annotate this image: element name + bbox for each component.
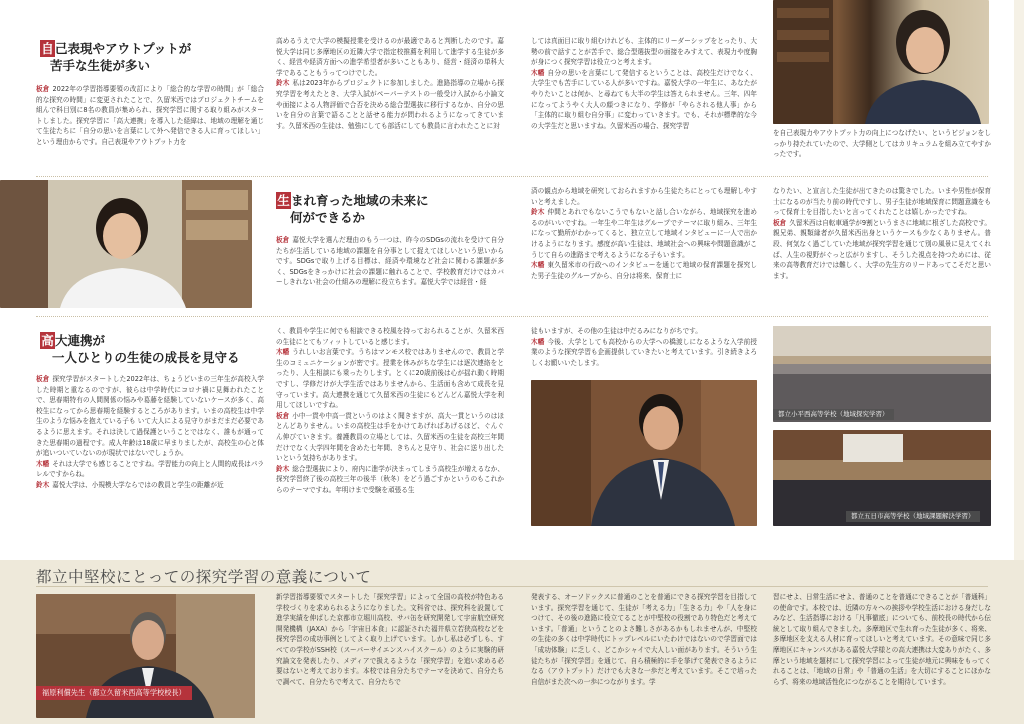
paragraph [36, 374, 264, 459]
section2-column-3 [773, 186, 991, 308]
paragraph [36, 84, 264, 148]
paragraph-text: 自分の思いを言葉にして発信するということは、高校生だけでなく、大学生でも苦手にしている人が多いですね。嘉悦大学の一年生に、あなたがやりたいことは何か、と尋ねても大半の学生は答えられません。三年、四年になってようやく大人の顔つきになり、学修が「やらされる他人事」から「主体的に取り組む自分事」に変わっていきます。でも、それが標準的な今の大学生だと思いますね。久留米西の場合、探究学習 [531, 68, 757, 130]
section1-dropcap: 自 [41, 41, 54, 56]
section2-dropcap: 生 [277, 193, 290, 208]
paragraph-text: 嘉悦大学を選んだ理由のもう一つは、昨今のSDGsの流れを受けて自分たちが生活している地域の課題を自分事として捉えてほしいという思いからです。SDGsで取り上げる目標は、経済や環境など社会に関わる課題が多く、SDGsをきっかけに社会の課題に触れることで、学校教育だけではカバーしきれない社会の仕組みの理解に役立ちます。嘉悦大学では経営・経 [276, 236, 504, 287]
paragraph-text: を自己表現力やアウトプット力の向上につなげたい、というビジョンをしっかり持たれていたので、大学側としてはカリキュラムを組み立てやすかったです。 [773, 129, 991, 159]
paragraph [531, 337, 757, 369]
paragraph [773, 128, 991, 160]
interviewee-photo-man [531, 380, 757, 526]
speaker-name: 木幡 [276, 348, 290, 357]
paragraph [276, 464, 504, 496]
section2-title-line2: 何ができるか [290, 210, 366, 225]
speaker-name: 板倉 [276, 236, 290, 244]
bottom-column-1 [276, 592, 504, 720]
paragraph [531, 326, 757, 337]
paragraph [36, 459, 264, 480]
paragraph-text: 東久留米市の行政へのインタビューを通じて地域の保育課題を探究した男子生徒のグループから、自分は将来、保育士に [531, 261, 757, 280]
paragraph-text: 総合型選抜により、府内に進学が決まってしまう高校生が増えるなか、探究学習終了後の高校三年の後半（秋冬）をどう過ごすかというのもこれからのテーマですね。年明けまで受験を頑張る生 [276, 464, 504, 494]
section2-title-line1: まれ育った地域の未来に [291, 193, 429, 208]
hall-photo-1-caption: 都立小平西高等学校（地域探究学習） [773, 409, 894, 420]
paragraph-text: 2022年の学習指導要領の改訂により「総合的な学習の時間」が「総合的な探究の時間」に変更されたことで、久留米西ではプロジェクトチームを組んで科目別に8名の教員が集められ、探究学習に関する取り組みがスタートしました。探究学習に「高大連携」を導入した経緯は、地域の理解を通じて生徒たちに「自分の思いを言葉にして外へ発信できる人に育ってほしい」という理由からです。自己表現やアウトプット力を [36, 85, 264, 146]
portrait-illustration [531, 380, 757, 526]
paragraph-text: うれしいお言葉です。うちはマンモス校ではありませんので、教員と学生のコミュニケーションが密です。授業を休みがちな学生には逐次連絡をとったり、人生相談にも乗ったりします。とくに20歳前後は心が揺れ動く時期ですし、学修だけが大学生活ではありませんから、生活面も含めて成長を見守っています。高大連携を通じて久留米西の生徒にもどんどん嘉悦大学を利用してほしいですね。 [276, 348, 504, 410]
paragraph [276, 347, 504, 411]
section3-dropcap: 高 [41, 333, 54, 348]
paragraph-text: それは大学でも感じることですね。学習能力の向上と人間的成長はパラレルですからね。 [36, 459, 264, 479]
speaker-name: 板倉 [36, 375, 50, 383]
section1-column-1 [36, 84, 264, 168]
speaker-name: 鈴木 [531, 208, 545, 217]
paragraph [276, 235, 504, 288]
section2-column-1 [276, 235, 504, 307]
hall-illustration [773, 326, 991, 422]
section1-column-3 [531, 36, 757, 168]
paragraph-text: 仲間とあれでもないこうでもないと話し合いながら、地域探究を進めるのがいいですね。一年生や二年生はグループでテーマに取り組み、三年生になって勤所がわかってくると、独立立して地域インタビューに一人で出かけるようになります。感度が高い生徒は、地域社会への興味や問題意識がこうじて自らの進路まで考えるようになる子もいます。 [531, 208, 757, 259]
interviewee-photo-woman-2 [0, 180, 252, 308]
paragraph-text: 徒もいますが、その他の生徒は中だるみになりがちです。 [531, 327, 702, 335]
portrait-illustration [773, 0, 989, 124]
bottom-section-title: 都立中堅校にとっての探究学習の意義について [36, 568, 372, 586]
paragraph [36, 480, 264, 491]
paragraph-text: 小中一貫や中高一貫というのはよく聞きますが、高大一貫というのはほとんどありません。いまの高校生は手をかけてあげればあげるほど、ぐんぐん伸びていきます。養護教員の立場としては、久留米西の生徒を高校三年間だけでなく大学四年間を含めた七年間、きちんと見守り、社会に送り出したいという気持ちがあります。 [276, 411, 504, 463]
interviewee-photo-woman [773, 0, 989, 124]
bottom-column-2 [531, 592, 757, 720]
speaker-name: 板倉 [276, 411, 290, 420]
paragraph [276, 36, 504, 78]
portrait-illustration [0, 180, 252, 308]
speaker-name: 板倉 [36, 85, 50, 93]
paragraph-text: く、教員や学生に何でも相談できる校風を持っておられることが、久留米西の生徒にとてもフィットしていると感じます。 [276, 327, 504, 346]
speaker-name: 木幡 [531, 68, 545, 77]
bottom-column-3 [773, 592, 991, 720]
section2-heading [276, 192, 429, 226]
paragraph-text: 発表する、オーソドックスに普通のことを普通にできる探究学習を目指しています。探究学習を通じて、生徒が「考える力」「生きる力」や「人を身につけて、その後の進路に役立てることが中堅校の役割であり特色だと考えています。「普通」ということのよさ難しさがあるかもしれませんが、中堅校の生徒の多くは中学時代にトップレベルにいたわけではないので学習面では「成功体験」に乏しく、どこかシャイで大人しい面があります。そういう生徒たちが「探究学習」を通じて、自ら積極的に手を挙げて発表できるようになる（アウトプット）だけでも大きな一歩だと考えています。そこで培った自信がまた次への一歩につながります。学 [531, 593, 757, 686]
section3-column-3 [531, 326, 757, 372]
section1-heading [40, 40, 191, 74]
speaker-name: 木幡 [531, 337, 545, 346]
principal-name-caption: 福原利償先生（都立久留米西高等学校校長） [36, 686, 192, 700]
paragraph [276, 326, 504, 347]
section3-title-line2: 一人ひとりの生徒の成長を見守る [52, 350, 240, 365]
paragraph-text: 済の観点から地域を研究しておられますから生徒たちにとっても理解しやすいと考えました。 [531, 187, 757, 206]
paragraph-text: 久留米西は自転車通学が9割というまさに地域に根ざした高校です。親兄弟、親類縁者が久留米西出身というケースも少なくありません。普段、何気なく過ごしていた地域が探究学習を通じて別の風景に見えてくれば、人生の視野がぐっと広がりますし、そうした視点を持つためには、従来の高等教育だけでは難しく、大学の先生方のリードあってこそだと思います。 [773, 218, 991, 280]
paragraph-text: なりたい、と宣言した生徒が出てきたのは驚きでした。いまや男性が保育士になるのが当たり前の時代ですし、男子生徒が地域保育に問題意識をもって保育士を目指したいと言ってくれたことは嬉しかったですね。 [773, 187, 991, 217]
paragraph-text: 高めるうえで大学の模擬授業を受けるのが最適であると判断したのです。嘉悦大学は同じ多摩地区の近隣大学で指定校推薦を利用して進学する生徒が多く、経営や経済方面への進学希望者が多いこともあり、経営・経済の単科大学であることもうってつけでした。 [276, 37, 504, 77]
hall-photo-1 [773, 326, 991, 422]
hall-photo-2-caption: 都立五日市高等学校（地域課題解決学習） [846, 511, 980, 522]
paragraph [531, 207, 757, 260]
paragraph [276, 411, 504, 464]
section2-column-2 [531, 186, 757, 308]
paragraph-text: 私は2023年からプロジェクトに参加しました。進路指導の立場から探究学習を考えたとき、大学入試がペーパーテストの一般受け入試から小論文や面接による人物評価で合否を決める総合型選抜に移行するなか、自分の思いを自分の言葉で語ることと話せる能力が問われるようになってきています。久留米西の生徒は、勉強にしても部活にしても教員に言われたことに対 [276, 79, 504, 130]
paragraph-text: 習にせよ、日常生活にせよ、普通のことを普通にできることが「普通科」の使命です。本校では、近隣の方々への挨拶や学校生活における身だしなみなど、生活指導における「凡事徹底」についても、前校長の時代から伝統として取り組んできました。多摩地区で生れ育った生徒が多く、将来、多摩地区を支える人材に育ってほしいと考えています。その意味で同じ多摩地区にキャンパスがある嘉悦大学様との高大連携は大変ありがたく、多摩という地域を題材にして探究学習によって生徒が地元に興味をもってくれることは、「地域の日常」や「普通の生活」を大切にすることにほかならず、将来の地域活性化につながることを期待しています。 [773, 593, 991, 686]
bottom-section-rule [36, 586, 988, 587]
speaker-name: 鈴木 [36, 480, 50, 489]
speaker-name: 木幡 [531, 261, 545, 270]
paragraph [276, 78, 504, 131]
section3-heading [40, 332, 240, 366]
section1-column-2 [276, 36, 504, 168]
paragraph-text: しては真面目に取り組むけれども、主体的にリーダーシップをとったり、大勢の前で話すことが苦手で、総合型選抜型の面接をみすえて、表現力や度胸が身につく探究学習は役立つと考えます。 [531, 37, 757, 67]
paragraph [531, 186, 757, 207]
speaker-name: 鈴木 [276, 464, 290, 473]
paragraph-text: 新学習指導要領でスタートした「探究学習」によって全国の高校が特色ある学校づくりを求められるようになりました。文科省では、探究科を設置して進学実績を伸ばした京都市立堀川高校、サバ缶を研究開発して宇宙航空研究開発機構（JAXA）から「宇宙日本食」に認証された福井県立若狭高校などを探究学習の成功事例としてよく取り上げています。しかし私は必ずしも、すべての学校がSSH校（スーパーサイエンスハイスクール）のように実験的研究論文を発表したり、メディアで扱えるような「探究学習」を追い求める必要はないと考えております。本校では自分たちでテーマを決めて、自分たちで調べて、自分たちで考えて、自分たちで [276, 593, 504, 686]
paragraph [773, 218, 991, 282]
paragraph-text: 探究学習がスタートした2022年は、ちょうどいまの三年生が高校入学した時期と重なるのですが、彼らは中学時代にコロナ禍に見舞われたことで、思春期特有の人間関係の悩みや葛藤を経験していないケースが多く、高校生になってから思春期を経験するところがあります。いまの高校生は中学生のような悩みを抱えている子も いて大人による見守りがまだまだ必要であるように思えます。それは決して過保護ということではなく、誰もが通ってきた思春期の過程です。成人年齢は18歳に早まりましたが、高校生の心と体が追いついていないのが現状ではないでしょうか。 [36, 375, 264, 458]
section3-column-1 [36, 374, 264, 524]
speaker-name: 木幡 [36, 459, 50, 468]
section1-title-line2: 苦手な生徒が多い [50, 58, 151, 73]
paragraph [531, 36, 757, 68]
section3-column-2 [276, 326, 504, 524]
paragraph [531, 68, 757, 132]
section3-title-line1: 大連携が [55, 333, 106, 348]
section-divider [36, 316, 988, 317]
section-divider [36, 176, 988, 177]
speaker-name: 鈴木 [276, 79, 290, 88]
paragraph [773, 186, 991, 218]
section1-column-4 [773, 128, 991, 168]
paragraph [531, 260, 757, 281]
paragraph-text: 嘉悦大学は、小規模大学ならではの教員と学生の距離が近 [52, 480, 224, 489]
section1-title-line1: 己表現やアウトプットが [55, 41, 192, 56]
paragraph-text: 今後、大学としても高校からの大学への橋渡しになるような入学前授業のような探究学習も企画提供していきたいと考えています。引き続きよろしくお願いいたします。 [531, 337, 757, 367]
speaker-name: 板倉 [773, 218, 787, 227]
